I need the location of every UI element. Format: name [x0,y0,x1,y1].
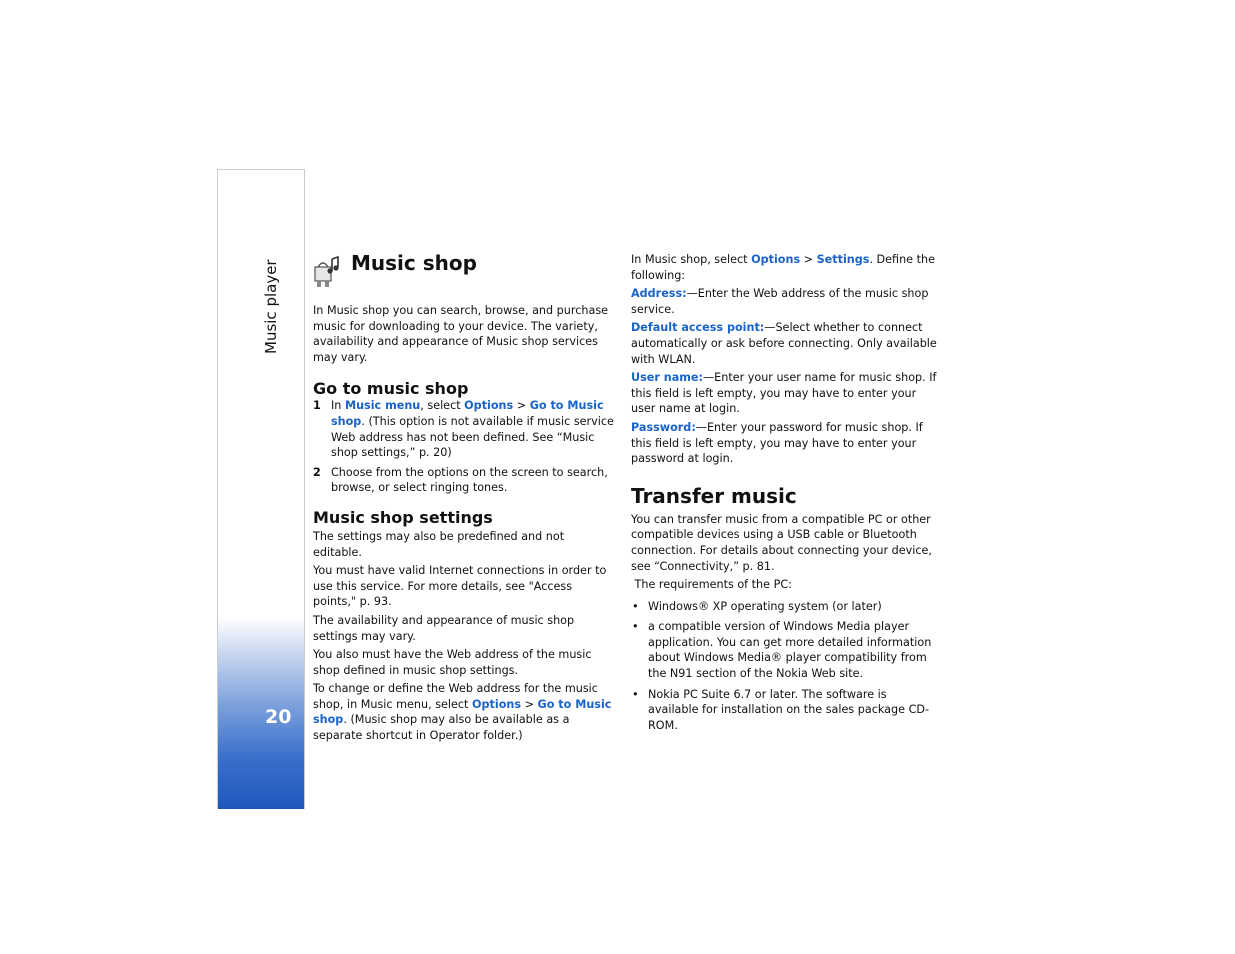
para-text: > [800,253,817,266]
section-label: Music player [262,259,280,354]
setting-description: —Select whether to connect automatically or ask before connecting. Only available with WLAN. [631,321,937,366]
step-number: 2 [313,465,321,479]
step-text: In [331,399,345,413]
para-text: . (Music shop may also be available as a separate shortcut in Operator folder.) [313,713,570,743]
user-name-label[interactable]: User name: [631,371,703,385]
options-link[interactable]: Options [751,253,801,266]
step-text: . (This option is not available if music service Web address has not been defined. See “Music shop settings,” p. 20) [331,414,614,460]
go-to-music-shop-link[interactable]: Go to Music shop [331,399,604,428]
setting-description: —Enter the Web address of the music shop service. [631,287,929,316]
para-text: In Music shop, select [631,253,752,266]
goto-heading: Go to music shop [313,379,469,399]
password-label[interactable]: Password: [631,420,696,434]
step-text: Choose from the options on the screen to search, browse, or select ringing tones. [331,465,608,495]
list-item [631,687,937,734]
bullet: • [632,687,639,701]
sidebar-tab [217,169,305,809]
page-number: 20 [265,706,292,728]
options-link[interactable]: Options [472,697,522,711]
intro-paragraph: In Music shop you can search, browse, and purchase music for downloading to your device. The variety, availability and appearance of Music shop services may vary. [313,304,609,364]
page-title: Music shop [351,251,477,275]
para-text: To change or define the Web address for the music shop, in Music menu, select [313,682,598,711]
address-setting [631,286,937,317]
settings-paragraph-3: The availability and appearance of music shop settings may vary. [313,613,575,643]
para-text: . Define the following: [631,253,935,282]
step-2 [313,465,615,496]
access-point-setting [631,320,937,367]
settings-paragraph-2: You must have valid Internet connections in order to use this service. For more details, see "Access points," p. 93. [313,564,607,609]
transfer-paragraph: You can transfer music from a compatible PC or other compatible devices using a USB cable or Bluetooth connection. For details about connecting your device, see “Connectivity,” p. 81. [631,512,932,573]
setting-description: —Enter your password for music shop. If this field is left empty, you may have to enter your password at login. [631,420,923,466]
step-text: , select [420,399,465,413]
list-item-text: Nokia PC Suite 6.7 or later. The software is available for installation on the sales package CD-ROM. [648,687,930,732]
bullet: • [632,620,639,634]
bullet: • [632,599,639,613]
options-link[interactable]: Options [464,399,514,413]
right-column [631,252,937,738]
list-item [631,599,937,615]
transfer-heading: Transfer music [631,483,797,508]
settings-paragraph-4: You also must have the Web address of the music shop defined in music shop settings. [313,648,592,677]
list-item-text: a compatible version of Windows Media player application. You can get more detailed information about Windows Media® player compatibility from the N91 section of the Nokia Web site. [648,620,932,681]
list-item [631,619,937,681]
setting-description: —Enter your user name for music shop. If this field is left empty, you may have to enter your user name at login. [631,371,937,416]
address-label[interactable]: Address: [631,287,687,301]
requirements-intro: The requirements of the PC: [631,578,792,592]
settings-intro [631,252,937,283]
settings-heading: Music shop settings [313,507,493,527]
go-to-music-shop-link[interactable]: Go to Music shop [313,697,612,727]
para-text: > [521,697,538,711]
left-column [313,250,615,747]
access-point-label[interactable]: Default access point: [631,321,765,335]
step-number: 1 [313,399,321,413]
step-1 [313,398,615,460]
list-item-text: Windows® XP operating system (or later) [648,599,882,613]
settings-link[interactable]: Settings [816,253,870,266]
settings-paragraph-5 [313,681,615,743]
settings-paragraph-1: The settings may also be predefined and not editable. [313,529,565,559]
user-name-setting [631,370,937,417]
music-menu-link[interactable]: Music menu [344,399,421,413]
password-setting [631,420,937,467]
step-text: > [513,399,530,413]
